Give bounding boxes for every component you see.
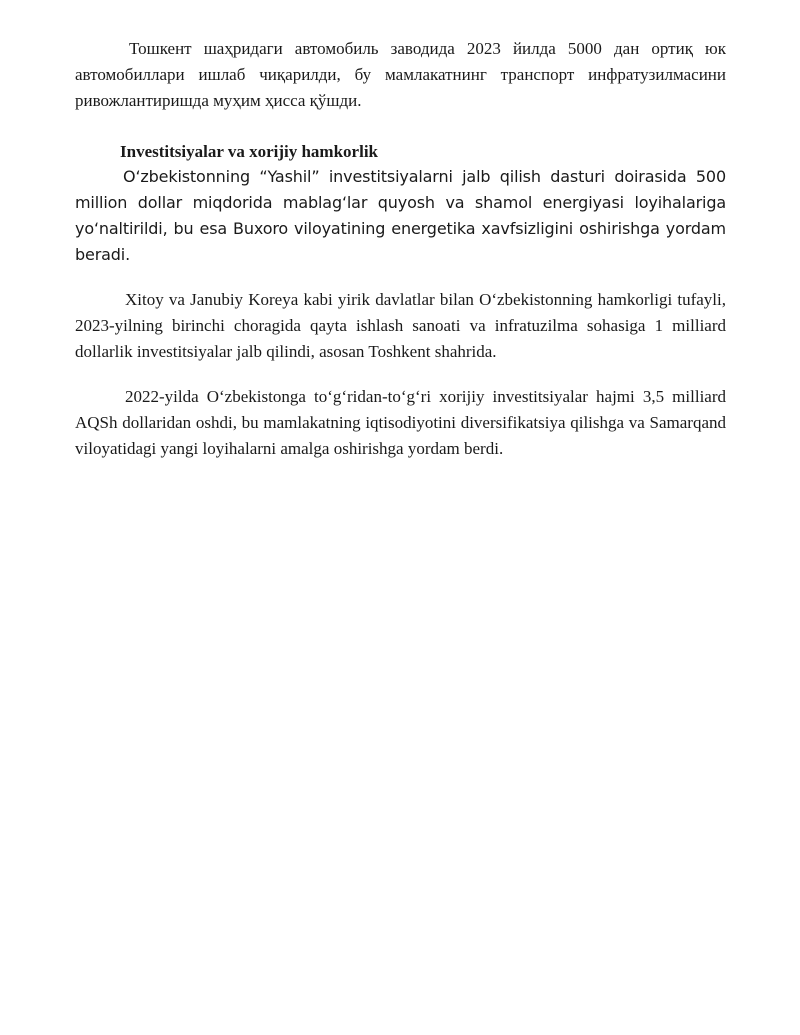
paragraph-automobile-factory: Тошкент шаҳридаги автомобиль заводида 2023 йилда 5000 дан ортиқ юк автомобиллари ишлаб чиқарилди, бу мамлакатнинг транспорт инфратузилмасини ривожлантиришда муҳим ҳисса қўшди. xyxy=(75,39,726,110)
paragraph-green-investment: O‘zbekistonning “Yashil” investitsiyalarni jalb qilish dasturi doirasida 500 million dollar miqdorida mablag‘lar quyosh va shamol energiyasi loyihalariga yo‘naltirildi, bu esa Buxoro viloyatining energetika xavfsizligini oshirishga yordam beradi. xyxy=(75,167,726,264)
spacer xyxy=(75,268,726,287)
paragraph-foreign-investment: 2022-yilda O‘zbekistonga to‘g‘ridan-to‘g‘ri xorijiy investitsiyalar hajmi 3,5 milliard AQSh dollaridan oshdi, bu mamlakatning iqtisodiyotini diversifikatsiya qilishga va Samarqand viloyatidagi yangi loyihalarni amalga oshirishga yordam berdi. xyxy=(75,387,726,458)
paragraph-cooperation: Xitoy va Janubiy Koreya kabi yirik davlatlar bilan O‘zbekistonning hamkorligi tufayli, 2023-yilning birinchi choragida qayta ishlash sanoati va infratuzilma sohasiga 1 milliard dollarlik investitsiyalar jalb qilindi, asosan Toshkent shahrida. xyxy=(75,290,726,361)
document-page xyxy=(75,36,726,462)
section-heading: Investitsiyalar va xorijiy hamkorlik xyxy=(120,142,378,161)
spacer xyxy=(75,114,726,140)
spacer xyxy=(75,365,726,384)
